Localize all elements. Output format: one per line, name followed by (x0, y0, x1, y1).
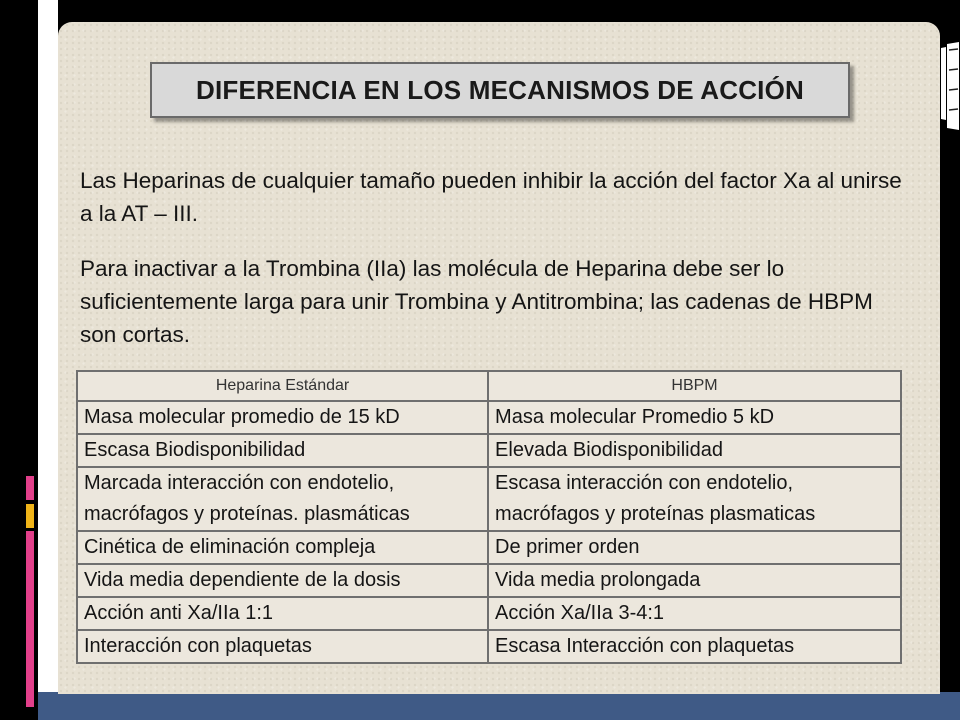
paragraph-factor-xa: Las Heparinas de cualquier tamaño pueden inhibir la acción del factor Xa al unirse a la AT – III. (80, 168, 902, 226)
slide (58, 22, 940, 694)
table-header-row (77, 371, 901, 401)
table-row (77, 531, 901, 564)
table-header: Heparina Estándar (77, 371, 488, 401)
accent-bar-pink-top (26, 476, 34, 500)
table-cell: Masa molecular promedio de 15 kD (77, 401, 488, 434)
paragraph-trombina: Para inactivar a la Trombina (IIa) las molécula de Heparina debe ser lo suficientemente larga para unir Trombina y Antitrombina; las cadenas de HBPM son cortas. (80, 256, 873, 347)
bottom-band (38, 692, 960, 720)
table-row (77, 597, 901, 630)
table-cell: Escasa interacción con endotelio, macrófagos y proteínas plasmaticas (488, 467, 901, 531)
comparison-table (76, 370, 902, 664)
table-row (77, 467, 901, 531)
title-box (150, 62, 850, 118)
table-row (77, 401, 901, 434)
table-cell: Cinética de eliminación compleja (77, 531, 488, 564)
table-cell: Vida media prolongada (488, 564, 901, 597)
table-cell: De primer orden (488, 531, 901, 564)
table-row (77, 564, 901, 597)
left-panel (38, 0, 58, 692)
table-cell: Elevada Biodisponibilidad (488, 434, 901, 467)
table-cell: Masa molecular Promedio 5 kD (488, 401, 901, 434)
accent-bar-pink (26, 531, 34, 707)
table-row (77, 630, 901, 663)
slide-title: DIFERENCIA EN LOS MECANISMOS DE ACCIÓN (195, 74, 805, 105)
table-cell: Marcada interacción con endotelio, macrófagos y proteínas. plasmáticas (77, 467, 488, 531)
table-cell: Acción Xa/IIa 3-4:1 (488, 597, 901, 630)
table-cell: Escasa Biodisponibilidad (77, 434, 488, 467)
stacked-slides-icon (941, 40, 960, 132)
table-cell: Vida media dependiente de la dosis (77, 564, 488, 597)
table-cell: Interacción con plaquetas (77, 630, 488, 663)
accent-bar-yellow (26, 504, 34, 528)
table-row (77, 434, 901, 467)
table-cell: Acción anti Xa/IIa 1:1 (77, 597, 488, 630)
table-cell: Escasa Interacción con plaquetas (488, 630, 901, 663)
table-header: HBPM (488, 371, 901, 401)
